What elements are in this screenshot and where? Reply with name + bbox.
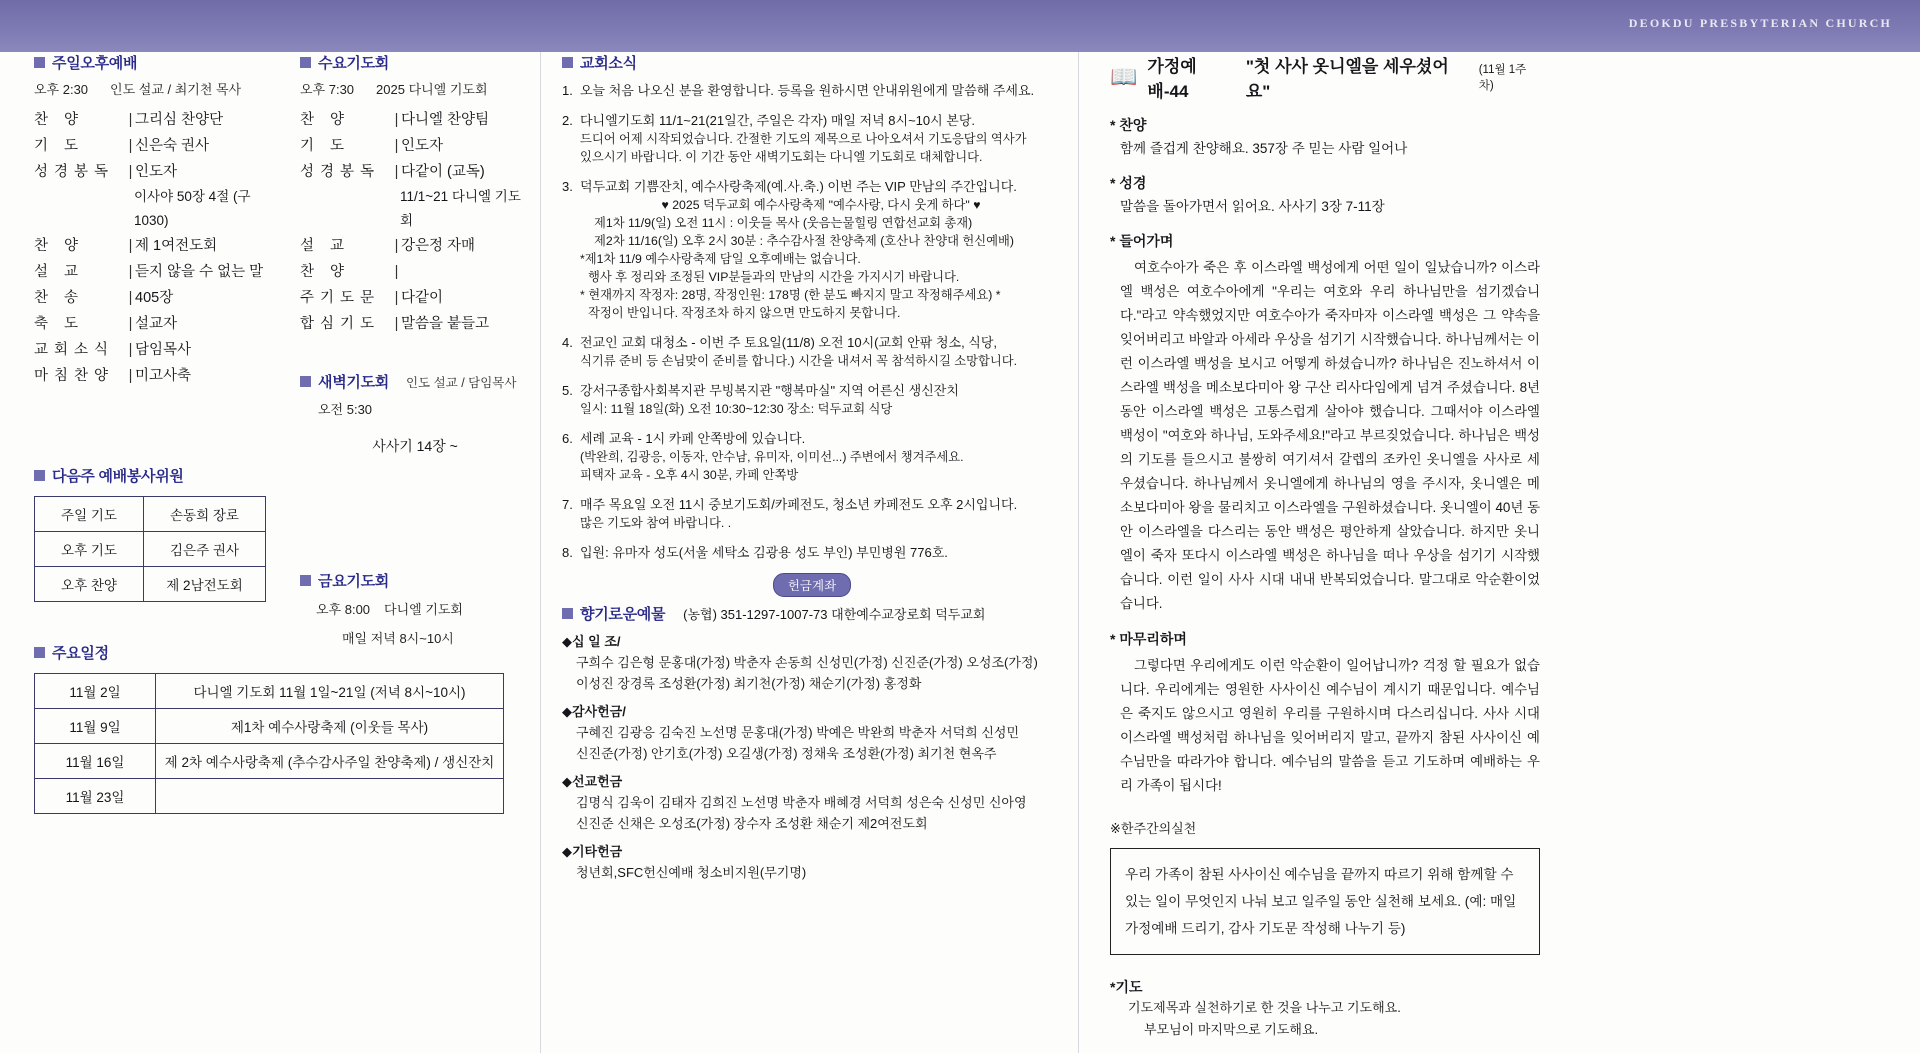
friday-line1: 다니엘 기도회: [384, 602, 463, 617]
news-text: 있으시기 바랍니다. 이 기간 동안 새벽기도회는 다니엘 기도회로 대체합니다.: [580, 150, 983, 164]
order-divider: |: [394, 164, 399, 180]
order-value: 다같이: [401, 290, 444, 306]
table-row: [35, 497, 266, 532]
order-divider: |: [394, 138, 399, 154]
offering-block: [562, 631, 1062, 694]
offering-names: 김명식 김욱이 김태자 김희진 노선명 박춘자 배혜경 서덕희 성은숙 신성민 신아영: [576, 795, 1027, 810]
offering-names: 구희수 김은형 문홍대(가정) 박춘자 손동희 신성민(가정) 신진준(가정) 오성조(가정): [576, 655, 1038, 670]
order-label: 기 도: [34, 138, 85, 154]
bullet-square-icon: [562, 608, 573, 619]
friday-heading: [300, 570, 530, 591]
cell-event: [156, 779, 504, 814]
order-label: 성경봉독: [300, 164, 381, 180]
bible-book-icon: 📖: [1110, 64, 1138, 89]
order-row: [300, 233, 530, 259]
order-divider: |: [128, 112, 133, 128]
order-divider: |: [128, 264, 133, 280]
sunday-pm-order: [34, 107, 274, 389]
order-value: 신은숙 권사: [135, 138, 210, 154]
order-value: 말씀을 붙들고: [401, 316, 490, 332]
list-item: [562, 81, 1062, 100]
news-text: 오늘 처음 나오신 분을 환영합니다. 등록을 원하시면 안내위원에게 말씀해 주세요.: [580, 83, 1035, 98]
column-divider-2: [1078, 52, 1079, 1053]
family-worship-title: [1110, 52, 1540, 102]
news-text: 입원: 유마자 성도(서울 세탁소 김광용 성도 부인) 부민병원 776호.: [580, 545, 948, 560]
cell-person: 제 2남전도회: [144, 567, 266, 602]
order-row: [34, 311, 274, 337]
order-divider: |: [394, 238, 399, 254]
news-festival-title: ♥ 2025 덕두교회 예수사랑축제 "예수사랑, 다시 웃게 하다" ♥: [661, 198, 981, 212]
order-label: 주기도문: [300, 290, 381, 306]
news-text: * 현재까지 작정자: 28명, 작정인원: 178명 (한 분도 빠지지 말고 작정해주세요) *: [580, 288, 1001, 302]
dawn-scripture: 사사기 14장 ~: [372, 438, 458, 454]
cell-date: 11월 23일: [35, 779, 156, 814]
cell-person: 김은주 권사: [144, 532, 266, 567]
order-row: [34, 159, 274, 185]
offering-names: 구혜진 김광응 김숙진 노선명 문홍대(가정) 박예은 박완희 박춘자 서덕희 신성민: [576, 725, 1020, 740]
order-divider: |: [128, 290, 133, 306]
schedule-heading: [34, 642, 274, 663]
order-value: 인도자: [135, 164, 178, 180]
offering-names: 신진준(가정) 안기호(가정) 오길생(가정) 정채욱 조성환(가정) 최기천 현옥주: [576, 746, 997, 761]
intro-body: 여호수아가 죽은 후 이스라엘 백성에게 어떤 일이 일났습니까? 이스라엘 백성은 여호수아에게 "우리는 여호와 우리 하나님만을 섬기겠습니다."라고 약속했었지만 여호수아가 죽자마자 이스라엘 백성은 그 약속을 잊어버리고 바알과 아세라 우상을 섬기기 시작했습니다. 하나님께서는 이런 이스라엘 백성을 보시고 어떻게 하셨습니까? 하나님은 진노하셔서 이스라엘 백성을 메소보다미아 왕 구산 리사다임에게 넘겨 주셨습니다. 8년 동안 이스라엘 백성은 고통스럽게 살아야 했습니다. 그때서야 이스라엘 백성이 "여호와 하나님, 도와주세요!"라고 부르짖었습니다. 하나님은 백성의 기도를 들으시고 불쌍히 여기셔서 갈렙의 조카인 옷니엘을 사사로 세우셨습니다. 하나님께서 옷니엘에게 하나님의 영을 주시자, 옷니엘은 메소보다미아 왕을 물리치고 이스라엘을 구원하셨습니다. 옷니엘이 40년 동안 이스라엘을 다스리는 동안 백성은 평안하게 살았습니다. 하지만 옷니엘이 죽자 또다시 이스라엘 백성은 하나님을 떠나 우상을 섬기기 시작했습니다. 이런 일이 사사 시대 내내 반복되었습니다. 말그대로 악순환이었습니다.: [1120, 260, 1540, 611]
offerings-heading: [562, 603, 665, 624]
order-row: [34, 337, 274, 363]
cell-role: 오후 기도: [35, 532, 144, 567]
order-value: 다같이 (교독): [401, 164, 485, 180]
order-label: 찬 양: [300, 264, 351, 280]
order-row: [34, 259, 274, 285]
news-text: 매주 목요일 오전 11시 중보기도회/카페전도, 청소년 카페전도 오후 2시입니다.: [580, 497, 1018, 512]
intro-section: [1110, 231, 1540, 616]
offering-type: ◆감사헌금/: [562, 704, 626, 719]
order-row: [300, 133, 530, 159]
order-row: [300, 285, 530, 311]
news-text: 제1차 11/9(일) 오전 11시 : 이웃들 목사 (웃음는물힐링 연합선교회 총재): [594, 216, 973, 230]
order-divider: |: [128, 368, 133, 384]
news-number: 3.: [562, 179, 573, 194]
offering-type: ◆선교헌금: [562, 774, 623, 789]
order-row: [34, 285, 274, 311]
news-number: 2.: [562, 113, 573, 128]
cell-event: 제1차 예수사랑축제 (이웃들 목사): [156, 709, 504, 744]
order-value: 인도자: [401, 138, 444, 154]
order-divider: |: [128, 138, 133, 154]
account-badge: 헌금계좌: [773, 573, 851, 597]
table-row: [35, 779, 504, 814]
order-label: 설 교: [300, 238, 351, 254]
offering-block: [562, 701, 1062, 764]
dawn-leader: 인도 설교 / 담임목사: [405, 375, 517, 390]
news-heading: [562, 52, 1062, 73]
dawn-title: 새벽기도회: [318, 374, 389, 391]
news-number: 8.: [562, 545, 573, 560]
scripture-section: [1110, 173, 1540, 218]
order-label: 합심기도: [300, 316, 381, 332]
friday-line2: 매일 저녁 8시~10시: [342, 631, 454, 646]
wednesday-order: [300, 107, 530, 337]
order-divider: |: [128, 316, 133, 332]
order-label: 찬 양: [34, 112, 85, 128]
offering-names: 신진준 신채은 오성조(가정) 장수자 조성환 채순기 제2여전도회: [576, 816, 928, 831]
schedule-title: 주요일정: [52, 645, 109, 662]
order-label: 찬 송: [34, 290, 85, 306]
bullet-square-icon: [34, 647, 45, 658]
news-text: 제2차 11/16(일) 오후 2시 30분 : 추수감사절 찬양축제 (호산나 찬양대 헌신예배): [594, 234, 1015, 248]
order-value: 제 1여전도회: [135, 238, 218, 254]
order-row: [34, 107, 274, 133]
news-list: [562, 81, 1062, 562]
order-row: [300, 107, 530, 133]
order-value: 설교자: [135, 316, 178, 332]
offering-names: 이성진 장경록 조성환(가정) 최기천(가정) 채순기(가정) 홍정화: [576, 676, 922, 691]
wednesday-heading: [300, 52, 530, 73]
order-value: 담임목사: [135, 342, 192, 358]
order-value: 강은정 자매: [401, 238, 476, 254]
cell-role: 주일 기도: [35, 497, 144, 532]
order-row: [300, 159, 530, 185]
order-divider: |: [394, 316, 399, 332]
table-row: [35, 709, 504, 744]
news-text: 행사 후 정리와 조정된 VIP분들과의 만남의 시간을 가지시기 바랍니다.: [588, 270, 960, 284]
news-text: 일시: 11월 18일(화) 오전 10:30~12:30 장소: 덕두교회 식당: [580, 402, 893, 416]
sunday-pm-title: 주일오후예배: [52, 55, 138, 72]
offering-type: ◆기타헌금: [562, 844, 623, 859]
news-text: (박완희, 김광응, 이동자, 안수남, 유미자, 이미선...) 주변에서 챙겨주세요.: [580, 450, 964, 464]
column-family-worship: [1110, 52, 1540, 1041]
order-divider: |: [394, 264, 399, 280]
news-text: 덕두교회 기쁨잔치, 예수사랑축제(예.사.축.) 이번 주는 VIP 만남의 주간입니다.: [580, 179, 1017, 194]
table-row: [35, 674, 504, 709]
order-row: [300, 259, 530, 285]
cell-date: 11월 9일: [35, 709, 156, 744]
order-divider: |: [128, 238, 133, 254]
order-row: [34, 363, 274, 389]
cell-role: 오후 찬양: [35, 567, 144, 602]
praise-body: 함께 즐겁게 찬양해요. 357장 주 믿는 사람 일어나: [1120, 141, 1408, 156]
news-number: 5.: [562, 383, 573, 398]
closing-body: 그렇다면 우리에게도 이런 악순환이 일어납니까? 걱정 할 필요가 없습니다. 우리에게는 영원한 사사이신 예수님이 계시기 때문입니다. 예수님은 죽지도 않으시고 영원히 우리를 구원하시며 다스리십니다. 사사 시대 이스라엘 백성처럼 하나님을 잊어버리지 말고, 끝까지 참된 사사이신 예수님만을 따라가야 합니다. 예수님의 말씀을 듣고 기도하며 예배하는 우리 가족이 됩시다!: [1120, 658, 1540, 793]
bullet-square-icon: [34, 57, 45, 68]
bullet-square-icon: [300, 57, 311, 68]
news-text: *제1차 11/9 예수사랑축제 담일 오후예배는 없습니다.: [580, 252, 861, 266]
list-item: [562, 381, 1062, 418]
schedule-table: [34, 673, 504, 814]
order-label: 축 도: [34, 316, 85, 332]
bulletin-sheet: [0, 52, 1920, 1053]
news-number: 6.: [562, 431, 573, 446]
order-label: 찬 양: [34, 238, 85, 254]
table-row: [35, 532, 266, 567]
order-value: 다니엘 찬양팀: [401, 112, 490, 128]
list-item: [562, 495, 1062, 532]
cell-date: 11월 16일: [35, 744, 156, 779]
sunday-pm-scripture: 이사야 50장 4절 (구 1030): [134, 189, 251, 228]
pray-heading: *기도: [1110, 979, 1143, 995]
offering-block: [562, 841, 1062, 883]
table-row: [35, 744, 504, 779]
column-weekday: [300, 52, 530, 647]
account-number: (농협) 351-1297-1007-73 대한예수교장로회 덕두교회: [683, 607, 986, 622]
order-label: 찬 양: [300, 112, 351, 128]
practice-box: 우리 가족이 참된 사사이신 예수님을 끝까지 따르기 위해 함께할 수 있는 일이 무엇인지 나눠 보고 일주일 동안 실천해 보세요. (예: 매일 가정예배 드리기, 감사 기도문 작성해 나누기 등): [1110, 848, 1540, 955]
cell-event: 다니엘 기도회 11월 1일~21일 (저녁 8시~10시): [156, 674, 504, 709]
cell-person: 손동희 장로: [144, 497, 266, 532]
order-label: 설 교: [34, 264, 85, 280]
offerings-title: 향기로운예물: [580, 606, 666, 623]
wednesday-subtitle: 2025 다니엘 기도회: [376, 82, 488, 97]
worship-week: (11월 1주차): [1478, 64, 1527, 92]
order-value: 듣지 않을 수 없는 말: [135, 264, 264, 280]
page-header-bar: [0, 0, 1920, 52]
pray-line: 부모님이 마지막으로 기도해요.: [1144, 1022, 1319, 1037]
order-label: 성경봉독: [34, 164, 115, 180]
news-number: 4.: [562, 335, 573, 350]
practice-heading: ※한주간의실천: [1110, 821, 1197, 836]
scripture-body: 말씀을 돌아가면서 읽어요. 사사기 3장 7-11장: [1120, 199, 1385, 214]
list-item: [562, 333, 1062, 370]
cell-event: 제 2차 예수사랑축제 (추수감사주일 찬양축제) / 생신잔치: [156, 744, 504, 779]
order-row: [34, 133, 274, 159]
news-text: 다니엘기도회 11/1~21(21일간, 주일은 각자) 매일 저녁 8시~10시 본당.: [580, 113, 976, 128]
dawn-heading: [300, 371, 530, 392]
column-divider-1: [540, 52, 541, 1053]
intro-heading: * 들어가며: [1110, 233, 1174, 249]
news-number: 1.: [562, 83, 573, 98]
wednesday-scripture: 11/1~21 다니엘 기도회: [400, 189, 521, 228]
dawn-time: 오전 5:30: [318, 402, 373, 417]
news-number: 7.: [562, 497, 573, 512]
news-text: 피택자 교육 - 오후 4시 30분, 카페 안쪽방: [580, 468, 799, 482]
news-text: 작정이 반입니다. 작정조차 하지 않으면 만도하지 못합니다.: [588, 306, 901, 320]
column-news: [562, 52, 1062, 883]
worship-topic: "첫 사사 옷니엘을 세우셨어요": [1245, 57, 1449, 101]
bullet-square-icon: [300, 575, 311, 586]
sunday-pm-leader: 인도 설교 / 최기천 목사: [110, 82, 242, 97]
order-row: [300, 311, 530, 337]
cell-date: 11월 2일: [35, 674, 156, 709]
next-week-heading: [34, 465, 274, 486]
bullet-square-icon: [34, 470, 45, 481]
order-divider: |: [128, 342, 133, 358]
bullet-square-icon: [562, 57, 573, 68]
news-text: 많은 기도와 참여 바랍니다. .: [580, 516, 732, 530]
order-divider: |: [394, 290, 399, 306]
news-text: 세례 교육 - 1시 카페 안쪽방에 있습니다.: [580, 431, 806, 446]
praise-heading: * 찬양: [1110, 117, 1147, 133]
wednesday-time: 오후 7:30: [300, 82, 355, 97]
news-text: 강서구종합사회복지관 무빙복지관 "행복마실" 지역 어른신 생신잔치: [580, 383, 959, 398]
offering-type: ◆십 일 조/: [562, 634, 621, 649]
list-item: [562, 429, 1062, 484]
next-week-table: [34, 496, 266, 602]
list-item: [562, 111, 1062, 166]
news-text: 식기류 준비 등 손님맞이 준비를 합니다.) 시간을 내셔서 꼭 참석하시길 소망합니다.: [580, 354, 1018, 368]
closing-heading: * 마무리하며: [1110, 631, 1187, 647]
order-row: [34, 233, 274, 259]
offering-names: 청년회,SFC헌신예배 청소비지원(무기명): [576, 865, 807, 880]
closing-section: [1110, 629, 1540, 798]
sunday-pm-heading: [34, 52, 274, 73]
sunday-pm-time: 오후 2:30: [34, 82, 89, 97]
order-value: 그리심 찬양단: [135, 112, 224, 128]
friday-time: 오후 8:00: [316, 602, 371, 617]
order-label: 기 도: [300, 138, 351, 154]
order-label: 교회소식: [34, 342, 115, 358]
wednesday-title: 수요기도회: [318, 55, 389, 72]
pray-line: 기도제목과 실천하기로 한 것을 나누고 기도해요.: [1128, 1000, 1401, 1015]
list-item: [562, 543, 1062, 562]
bullet-square-icon: [300, 376, 311, 387]
worship-number: 가정예배-44: [1147, 57, 1197, 101]
friday-title: 금요기도회: [318, 573, 389, 590]
order-label: 마침찬양: [34, 368, 115, 384]
news-text: 전교인 교회 대청소 - 이번 주 토요일(11/8) 오전 10시(교회 안팎 청소, 식당,: [580, 335, 998, 350]
church-brand: DEOKDU PRESBYTERIAN CHURCH: [1628, 16, 1892, 30]
next-week-title: 다음주 예배봉사위원: [52, 468, 184, 485]
order-value: 미고사축: [135, 368, 192, 384]
news-text: 드디어 어제 시작되었습니다. 간절한 기도의 제목으로 나아오셔서 기도응답의 역사가: [580, 132, 1027, 146]
table-row: [35, 567, 266, 602]
news-title: 교회소식: [580, 55, 637, 72]
list-item: [562, 177, 1062, 322]
order-value: 405장: [135, 290, 174, 306]
order-value: [401, 259, 530, 285]
praise-section: [1110, 115, 1540, 160]
order-divider: |: [394, 112, 399, 128]
order-divider: |: [128, 164, 133, 180]
offering-block: [562, 771, 1062, 834]
scripture-heading: * 성경: [1110, 175, 1147, 191]
